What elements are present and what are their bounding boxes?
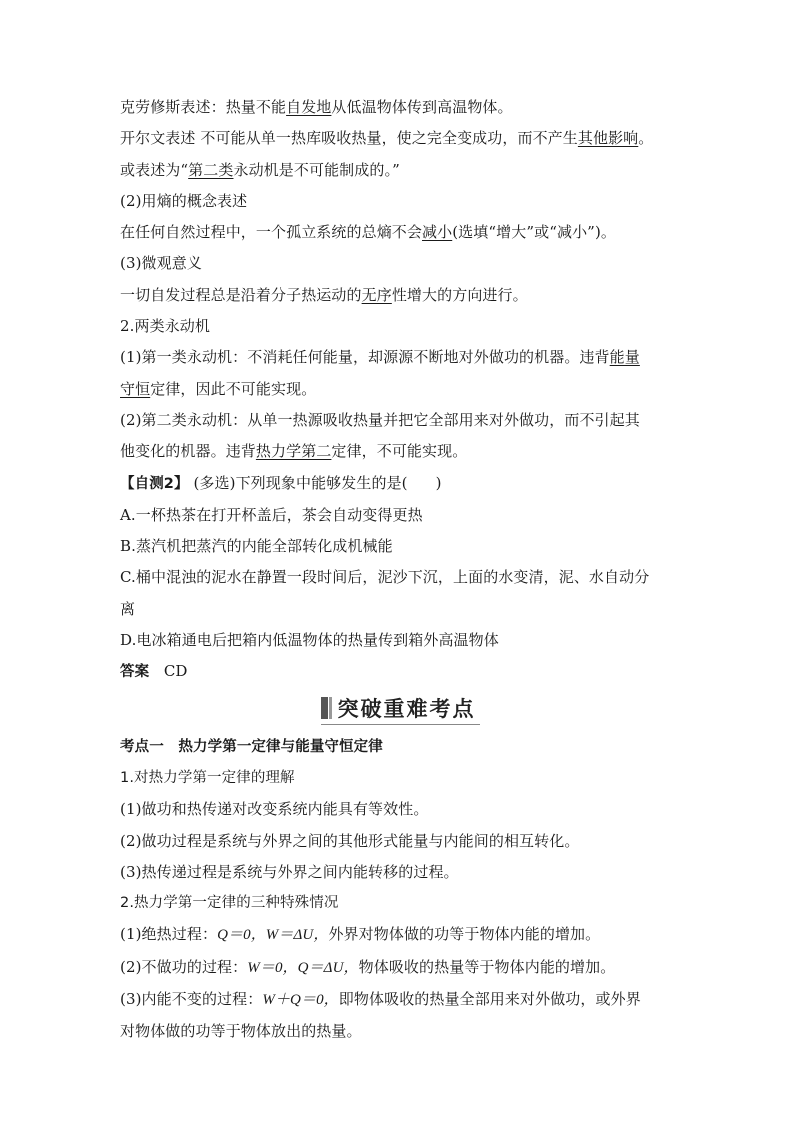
clausius-statement: 克劳修斯表述：热量不能自发地从低温物体传到高温物体。 — [120, 98, 513, 116]
blank-answer: 热力学第二 — [255, 442, 332, 461]
option-d: D.电冰箱通电后把箱内低温物体的热量传到箱外高温物体 — [120, 631, 499, 650]
subheading-microscopic: (3)微观意义 — [120, 254, 202, 273]
answer-value: CD — [163, 662, 188, 681]
point-3: (3)热传递过程是系统与外界之间内能转移的过程。 — [120, 862, 459, 881]
banner-title: 突破重难考点 — [337, 696, 476, 721]
alternate-statement: 或表述为“第二类永动机是不可能制成的。” — [120, 160, 400, 179]
blank-answer: 守恒 — [120, 379, 151, 398]
case-no-work: (2)不做功的过程：W＝0，Q＝ΔU，物体吸收的热量等于物体内能的增加。 — [120, 957, 616, 976]
blank-answer: 能量 — [609, 348, 640, 367]
option-c-cont: 离 — [120, 599, 136, 618]
microscopic-statement: 一切自发过程总是沿着分子热运动的无序性增大的方向进行。 — [120, 285, 528, 304]
point-1: (1)做功和热传递对改变系统内能具有等效性。 — [120, 800, 429, 819]
option-b: B.蒸汽机把蒸汽的内能全部转化成机械能 — [120, 537, 393, 556]
exam-point-heading: 考点一 热力学第一定律与能量守恒定律 — [120, 738, 383, 755]
self-test-label: 【自测2】 — [120, 475, 189, 492]
formula: W＝0，Q＝ΔU， — [247, 959, 359, 976]
formula: Q＝0，W＝ΔU， — [217, 927, 329, 944]
formula: W＋Q＝0， — [262, 992, 339, 1009]
blank-answer: 第二类 — [188, 160, 234, 179]
option-a: A.一杯热茶在打开杯盖后，茶会自动变得更热 — [120, 505, 423, 524]
blank-answer: 自发地 — [286, 98, 332, 116]
answer-label: 答案 — [120, 664, 150, 681]
first-kind-machine-cont: 守恒定律，因此不可能实现。 — [120, 379, 317, 398]
heading-perpetual-machines: 2.两类永动机 — [120, 317, 211, 336]
heading-special-cases: 2.热力学第一定律的三种特殊情况 — [120, 895, 339, 912]
answer-line — [120, 656, 680, 688]
case-constant-energy: (3)内能不变的过程：W＋Q＝0，即物体吸收的热量全部用来对外做功，或外界 — [120, 990, 641, 1009]
subheading-entropy: (2)用熵的概念表述 — [120, 191, 248, 210]
case-constant-energy-cont: 对物体做的功等于物体放出的热量。 — [120, 1022, 362, 1041]
second-kind-machine: (2)第二类永动机：从单一热源吸收热量并把它全部用来对外做功，而不引起其 — [120, 410, 640, 429]
option-c: C.桶中混浊的泥水在静置一段时间后，泥沙下沉，上面的水变清，泥、水自动分 — [120, 568, 650, 587]
blank-answer: 减小 — [422, 223, 453, 242]
entropy-statement: 在任何自然过程中，一个孤立系统的总熵不会减小(选填“增大”或“减小”)。 — [120, 223, 616, 242]
banner-bar-icon — [321, 697, 328, 719]
second-kind-machine-cont: 他变化的机器。违背热力学第二定律，不可能实现。 — [120, 442, 468, 461]
blank-answer: 其他影响 — [577, 129, 639, 148]
case-adiabatic: (1)绝热过程：Q＝0，W＝ΔU，外界对物体做的功等于物体内能的增加。 — [120, 925, 601, 944]
point-2: (2)做功过程是系统与外界之间的其他形式能量与内能间的相互转化。 — [120, 831, 580, 850]
blank-answer: 无序 — [361, 285, 392, 304]
self-test-question: 【自测2】 (多选)下列现象中能够发生的是( ) — [120, 473, 442, 492]
document-page — [120, 92, 680, 1048]
section-banner — [120, 691, 680, 727]
first-kind-machine: (1)第一类永动机：不消耗任何能量，却源源不断地对外做功的机器。违背能量 — [120, 348, 640, 367]
kelvin-statement: 开尔文表述 不可能从单一热库吸收热量，使之完全变成功，而不产生其他影响。 — [120, 129, 654, 148]
banner-bar-icon — [329, 697, 332, 719]
heading-understanding: 1.对热力学第一定律的理解 — [120, 769, 295, 786]
